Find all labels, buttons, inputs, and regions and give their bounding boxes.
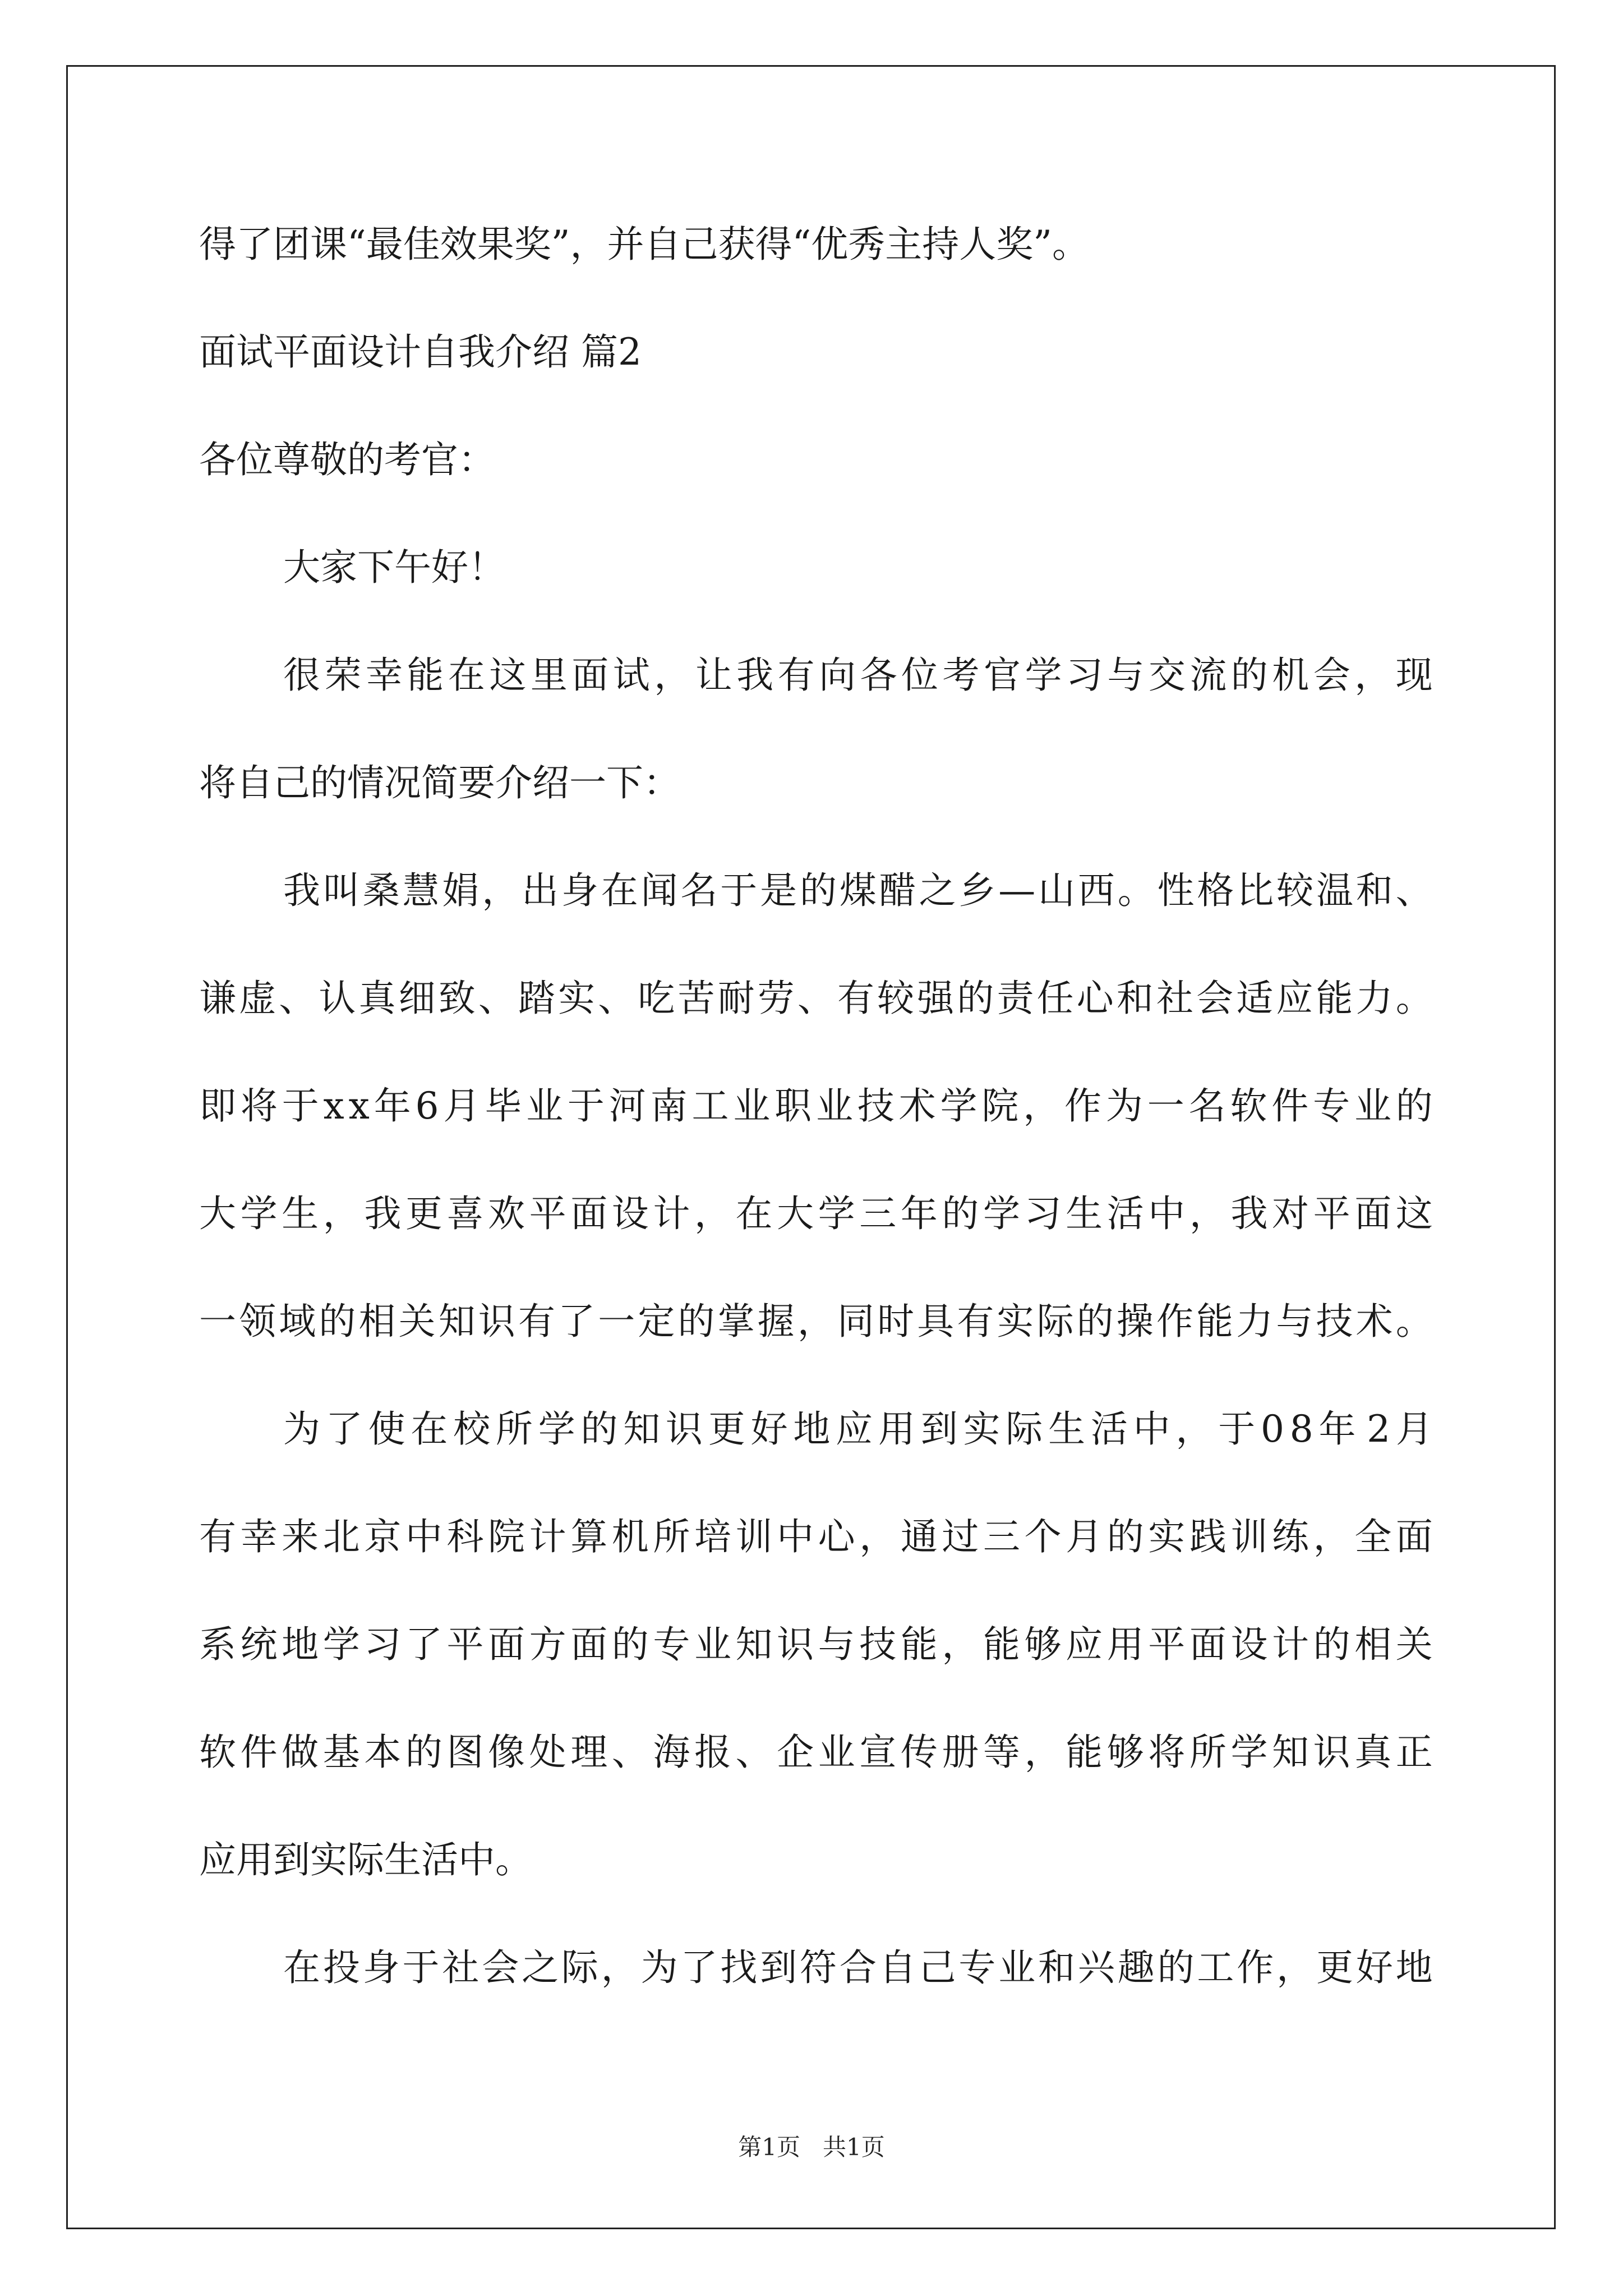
text-line: 各位尊敬的考官： [199, 438, 495, 481]
text-line: 面试平面设计自我介绍 篇2 [199, 330, 642, 374]
text-line: 软 件 做 基 本 的 图 像 处 理 、 海 报 、 企 业 宣 传 册 等 ， 能 够 将 所 学 知 识 真 正 [199, 1731, 1433, 1774]
text-line: 很 荣 幸 能 在 这 里 面 试 ， 让 我 有 向 各 位 考 官 学 习 与 交 流 的 机 会 ， 现 [283, 654, 1433, 697]
text-line: 系 统 地 学 习 了 平 面 方 面 的 专 业 知 识 与 技 能 ， 能 够 应 用 平 面 设 计 的 相 关 [199, 1623, 1433, 1666]
footer-gap [800, 2133, 823, 2161]
text-line: 应用到实际生活中。 [199, 1838, 532, 1881]
document-body [199, 191, 1433, 2022]
text-line: 大家下午好！ [283, 546, 505, 589]
text-line: 我 叫 桑 慧 娟 ， 出 身 在 闻 名 于 是 的 煤 醋 之 乡 — 山 西 。 性 格 比 较 温 和 、 [283, 869, 1433, 912]
page-footer [0, 2129, 1623, 2162]
text-line: 一 领 域 的 相 关 知 识 有 了 一 定 的 掌 握 ， 同 时 具 有 实 际 的 操 作 能 力 与 技 术 。 [199, 1300, 1433, 1343]
page-total: 共1页 [823, 2133, 885, 2161]
text-line: 为 了 使 在 校 所 学 的 知 识 更 好 地 应 用 到 实 际 生 活 中 ， 于 0 8 年 2 月 [283, 1407, 1433, 1451]
text-line: 大 学 生 ， 我 更 喜 欢 平 面 设 计 ， 在 大 学 三 年 的 学 习 生 活 中 ， 我 对 平 面 这 [199, 1192, 1433, 1235]
text-line: 有 幸 来 北 京 中 科 院 计 算 机 所 培 训 中 心 ， 通 过 三 个 月 的 实 践 训 练 ， 全 面 [199, 1515, 1433, 1558]
page-number: 第1页 [738, 2133, 800, 2161]
text-line: 得了团课“最佳效果奖”，并自己获得“优秀主持人奖”。 [199, 223, 1089, 266]
text-line: 谦 虚 、 认 真 细 致 、 踏 实 、 吃 苦 耐 劳 、 有 较 强 的 责 任 心 和 社 会 适 应 能 力 。 [199, 977, 1433, 1020]
text-line: 即 将 于 x x 年 6 月 毕 业 于 河 南 工 业 职 业 技 术 学 院 ， 作 为 一 名 软 件 专 业 的 [199, 1084, 1433, 1128]
text-line: 在 投 身 于 社 会 之 际 ， 为 了 找 到 符 合 自 己 专 业 和 兴 趣 的 工 作 ， 更 好 地 [283, 1946, 1433, 1989]
text-line: 将自己的情况简要介绍一下： [199, 761, 680, 804]
